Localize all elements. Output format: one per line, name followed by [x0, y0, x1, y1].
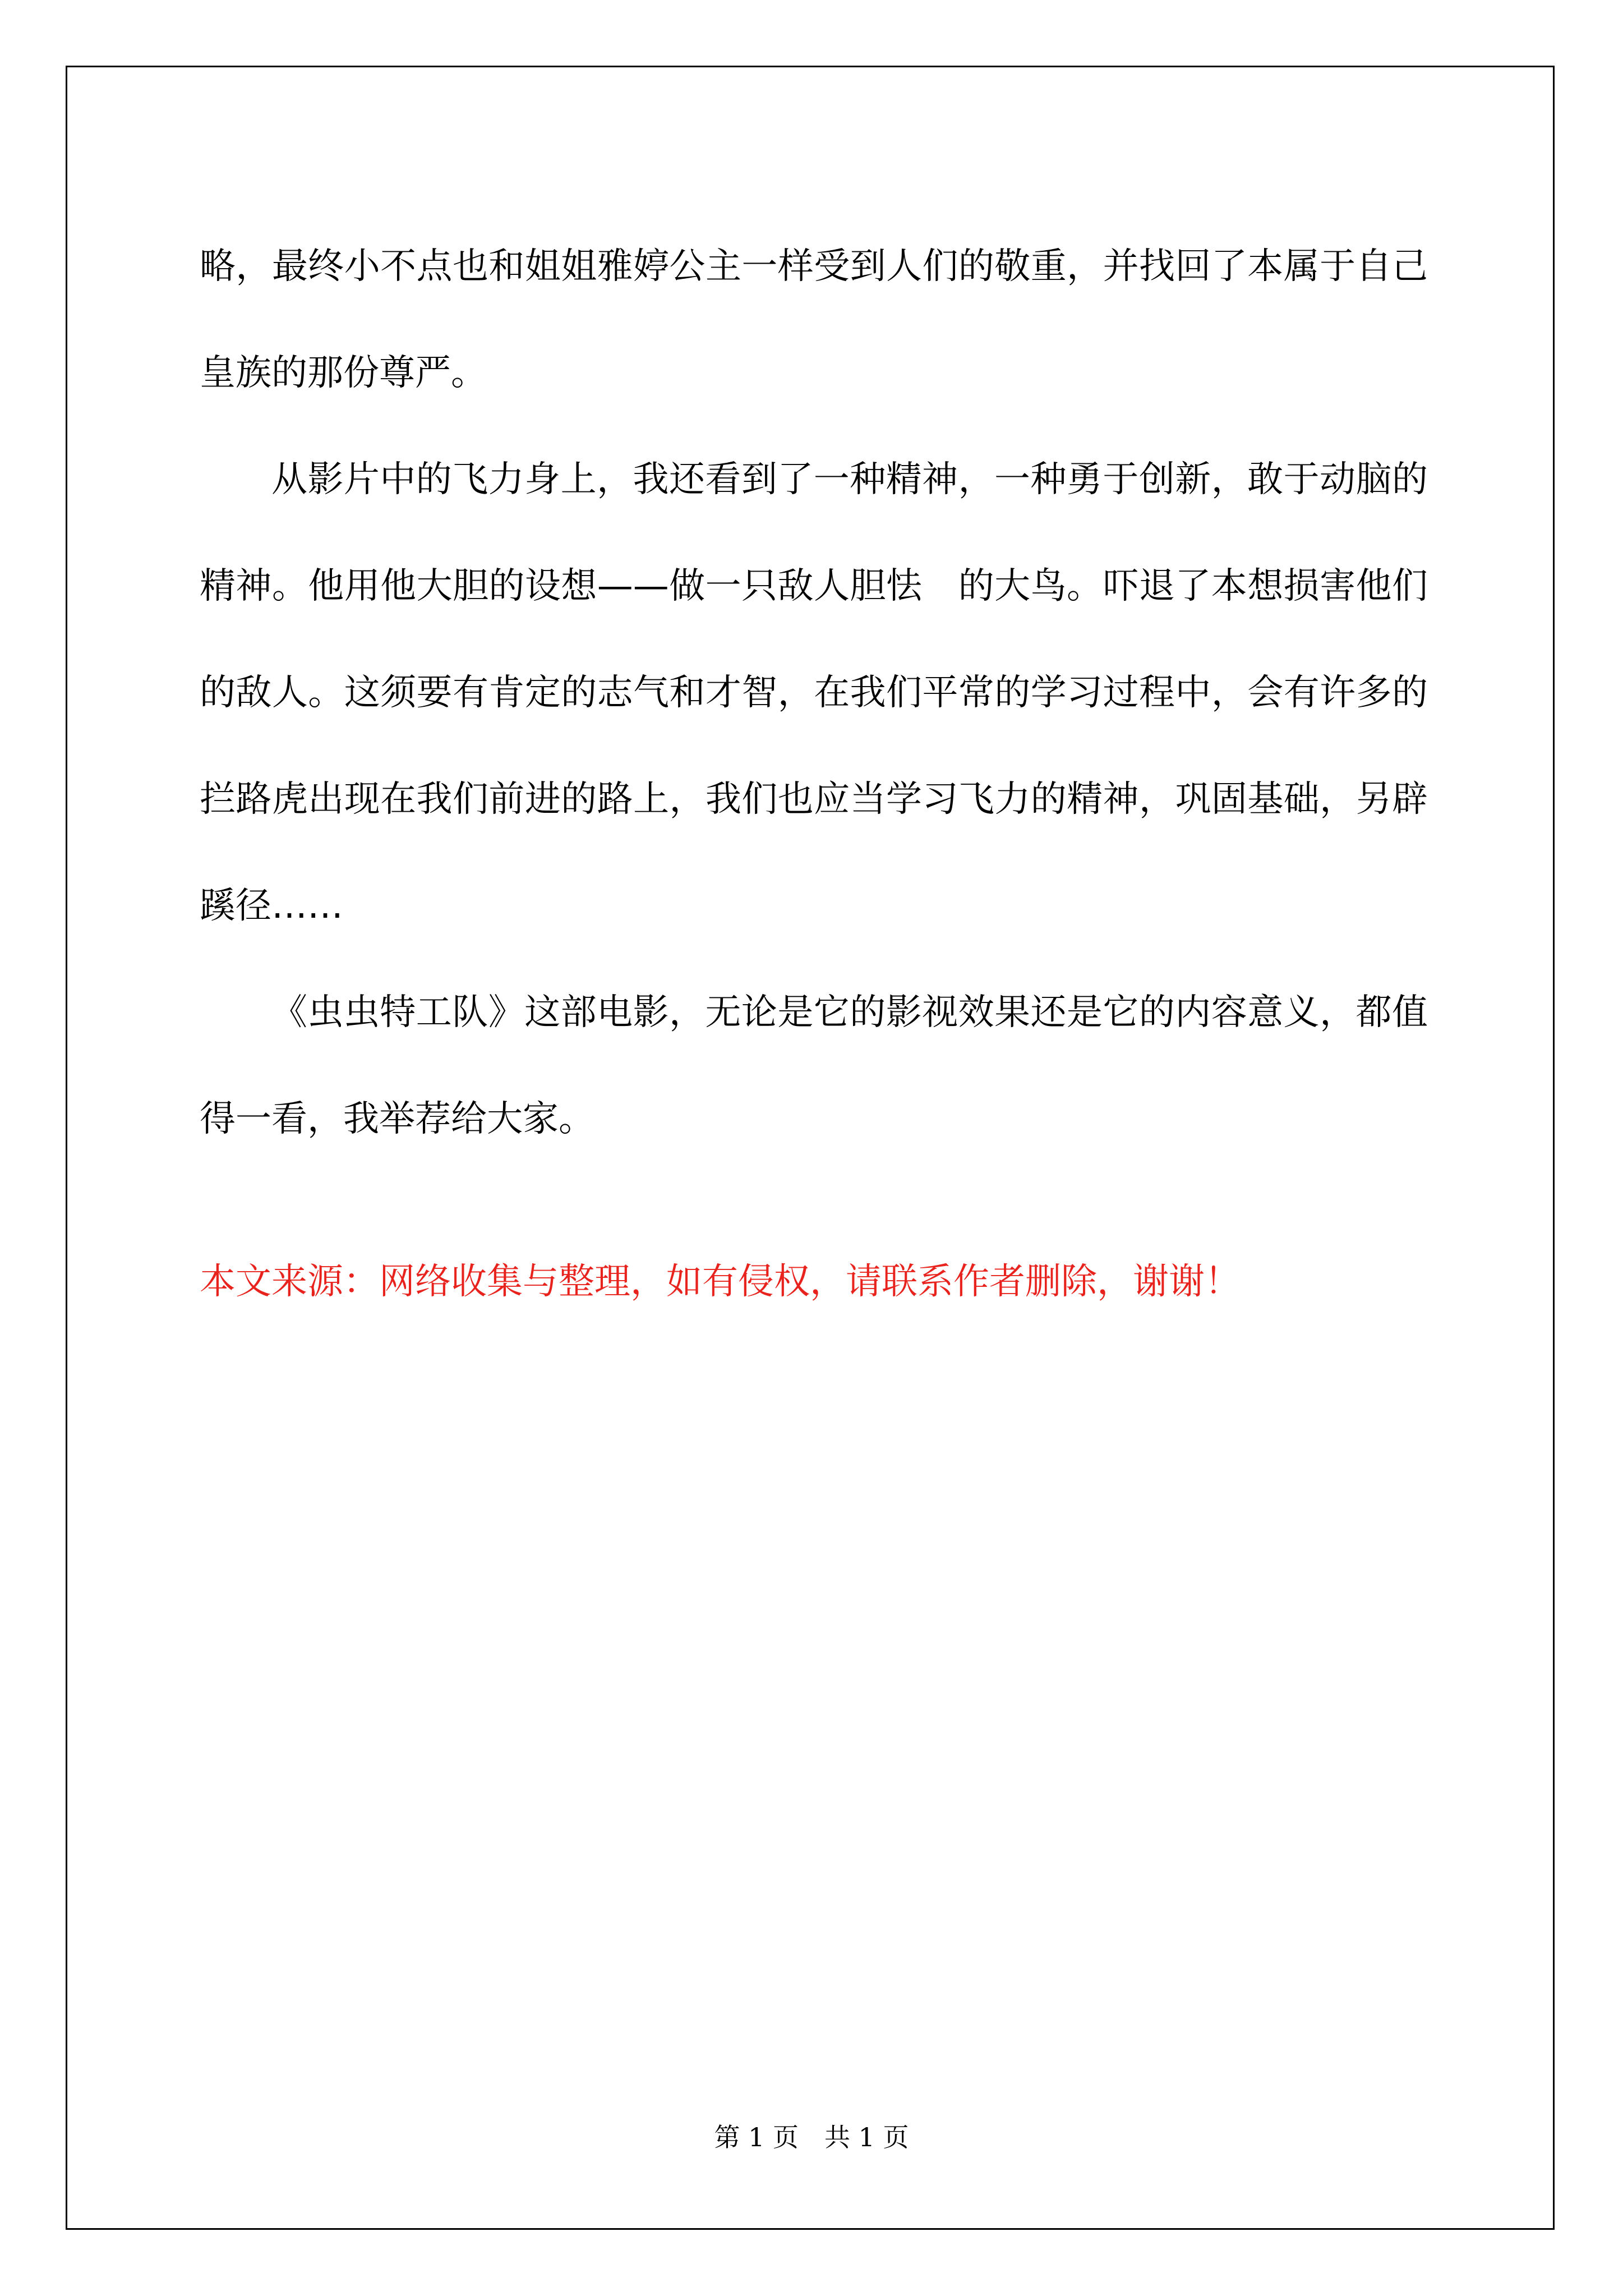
paragraph-1: 略，最终小不点也和姐姐雅婷公主一样受到人们的敬重，并找回了本属于自己皇族的那份尊严。 — [200, 246, 1428, 394]
paragraph-3: 《虫虫特工队》这部电影，无论是它的影视效果还是它的内容意义，都值得一看，我举荐给大家。 — [200, 992, 1428, 1140]
document-body — [200, 213, 1428, 1172]
paragraph-2: 从影片中的飞力身上，我还看到了一种精神，一种勇于创新，敢于动脑的精神。他用他大胆的设想——做一只敌人胆怯 的大鸟。吓退了本想损害他们的敌人。这须要有肯定的志气和才智，在我们平常的学习过程中，会有许多的拦路虎出现在我们前进的路上，我们也应当学习飞力的精神，巩固基础，另辟蹊径…… — [200, 459, 1428, 927]
source-note: 本文来源：网络收集与整理，如有侵权，请联系作者删除，谢谢！ — [200, 1261, 1241, 1303]
page-number-footer: 第 1 页 共 1 页 — [714, 2122, 909, 2152]
